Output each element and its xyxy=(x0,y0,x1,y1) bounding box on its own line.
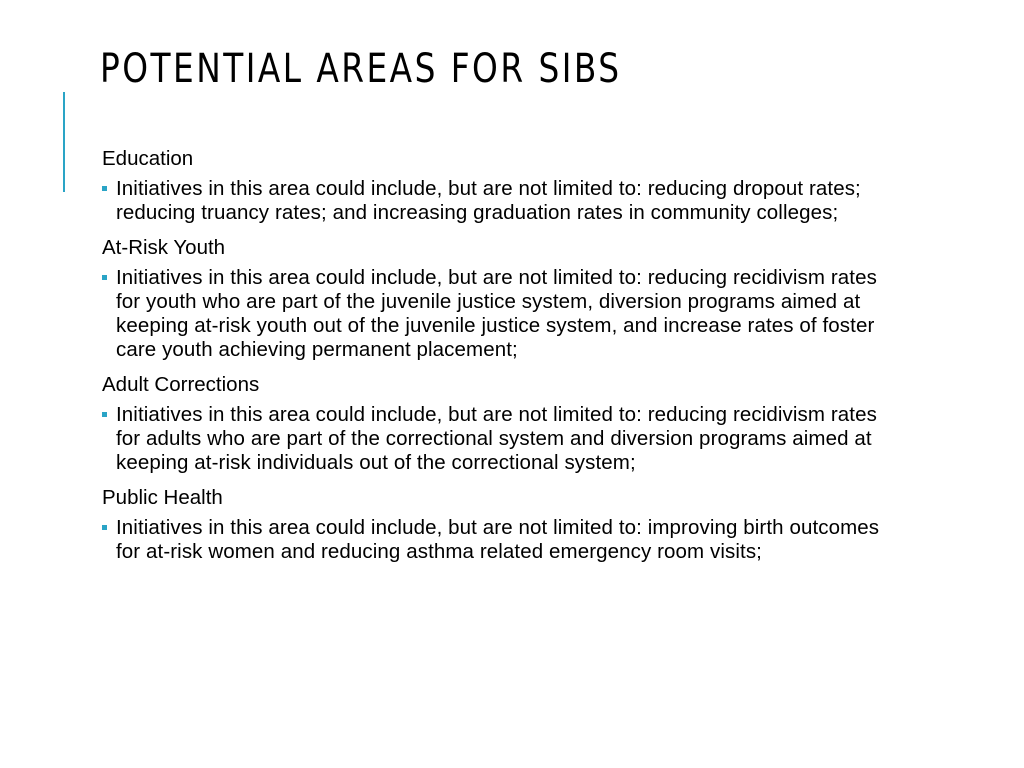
square-bullet-icon xyxy=(102,275,107,280)
square-bullet-icon xyxy=(102,412,107,417)
section-heading: Public Health xyxy=(102,486,223,509)
section-adult-corrections xyxy=(102,373,922,475)
bullet-text: Initiatives in this area could include, but are not limited to: reducing recidivism rates for youth who are part of the juvenile justice system, diversion programs aimed at keeping at-risk youth out of the juvenile justice system, and increase rates of foster care youth achieving permanent placement; xyxy=(116,266,877,361)
bullet-item xyxy=(102,403,922,475)
bullet-text: Initiatives in this area could include, but are not limited to: reducing recidivism rates for adults who are part of the correctional system and diversion programs aimed at keeping at-risk individuals out of the correctional system; xyxy=(116,403,877,474)
bullet-text: Initiatives in this area could include, but are not limited to: improving birth outcomes for at-risk women and reducing asthma related emergency room visits; xyxy=(116,516,880,563)
section-heading: Education xyxy=(102,147,194,170)
section-at-risk-youth xyxy=(102,236,922,362)
square-bullet-icon xyxy=(102,525,107,530)
section-public-health xyxy=(102,486,922,564)
slide-body xyxy=(102,147,922,575)
title-accent-line xyxy=(63,92,65,192)
bullet-item xyxy=(102,266,922,362)
section-heading: Adult Corrections xyxy=(102,373,260,396)
bullet-item xyxy=(102,177,922,225)
slide-title: POTENTIAL AREAS FOR SIBS xyxy=(100,46,622,92)
square-bullet-icon xyxy=(102,186,107,191)
section-education xyxy=(102,147,922,225)
bullet-text: Initiatives in this area could include, but are not limited to: reducing dropout rates; reducing truancy rates; and increasing graduation rates in community colleges; xyxy=(116,177,861,224)
bullet-item xyxy=(102,516,922,564)
section-heading: At-Risk Youth xyxy=(102,236,226,259)
